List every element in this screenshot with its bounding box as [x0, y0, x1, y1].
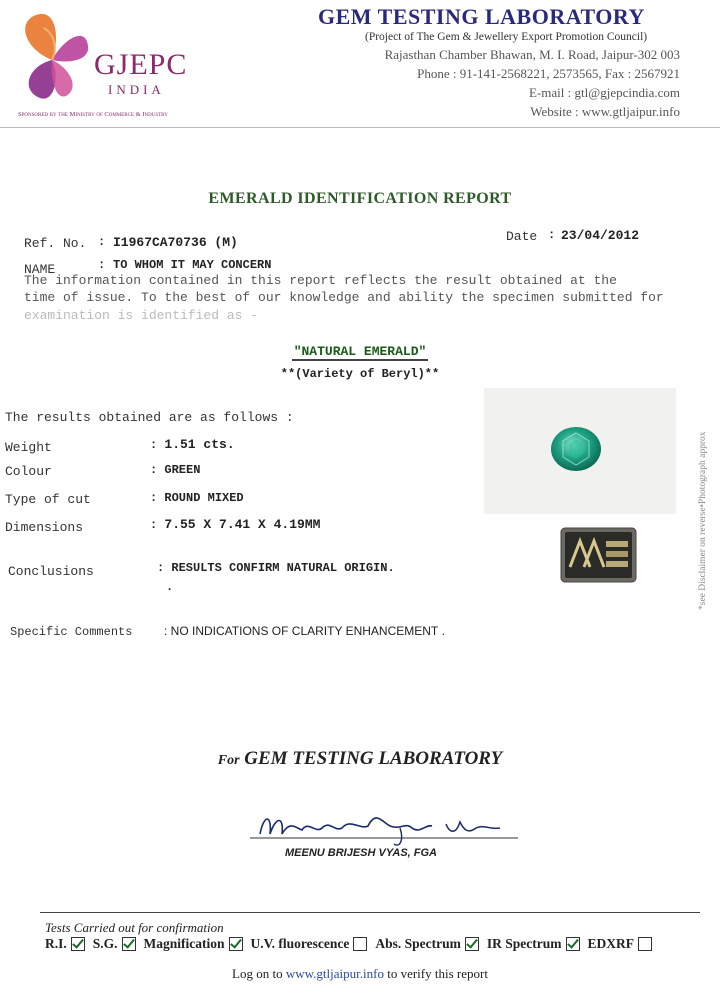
side-note: *see Disclaimer on reverse•Photograph approx	[698, 431, 708, 610]
intro-line-1: The information contained in this report reflects the result obtained at the	[24, 273, 617, 288]
result-variety: **(Variety of Beryl)**	[280, 367, 440, 381]
header-divider	[0, 127, 720, 128]
emerald-stone-icon	[549, 425, 603, 473]
test-item	[45, 936, 85, 952]
test-item	[487, 936, 580, 952]
test-label-uv: U.V. fluorescence	[250, 936, 350, 951]
logo-wordmark: GJEPC	[94, 48, 188, 81]
intro-line-3: examination is identified as -	[24, 308, 259, 323]
report-date: 23/04/2012	[561, 228, 640, 243]
checkbox-magnification	[229, 937, 243, 951]
lab-phone: Phone : 91-141-2568221, 2573565, Fax : 2567921	[417, 66, 680, 81]
name-label: NAME	[24, 262, 56, 277]
result-name: "NATURAL EMERALD"	[293, 344, 427, 359]
field-label-colour: Colour	[5, 464, 52, 479]
checkbox-ri	[71, 937, 85, 951]
test-item	[375, 936, 479, 952]
field-value-dimensions: : 7.55 X 7.41 X 4.19MM	[150, 517, 321, 532]
test-label-ir: IR Spectrum	[486, 936, 562, 951]
verify-prefix: Log on to	[232, 966, 283, 981]
test-item	[588, 936, 653, 952]
field-label-cut: Type of cut	[5, 492, 91, 507]
hologram-seal-icon	[560, 527, 637, 583]
lab-address: Rajasthan Chamber Bhawan, M. I. Road, Jaipur-302 003	[384, 47, 680, 62]
conclusion-dot: .	[166, 580, 174, 594]
field-value-weight: : 1.51 cts.	[150, 437, 235, 452]
field-label-dimensions: Dimensions	[5, 520, 84, 535]
test-item	[251, 936, 368, 952]
test-label-sg: S.G.	[92, 936, 118, 951]
name-colon: :	[98, 258, 106, 272]
date-colon: :	[548, 228, 556, 242]
checkbox-edxrf	[638, 937, 652, 951]
field-value-comments: : NO INDICATIONS OF CLARITY ENHANCEMENT .	[164, 624, 445, 638]
field-label-conclusions: Conclusions	[8, 564, 94, 579]
date-label: Date	[506, 229, 538, 244]
lab-title: GEM TESTING LABORATORY	[318, 4, 645, 29]
signature-icon	[250, 800, 520, 850]
field-value-colour: : GREEN	[150, 463, 201, 477]
name-value: TO WHOM IT MAY CONCERN	[113, 258, 272, 272]
test-label-edxrf: EDXRF	[587, 936, 635, 951]
test-label-ri: R.I.	[45, 936, 67, 951]
ref-number: I1967CA70736 (M)	[113, 235, 238, 250]
checkbox-ir	[566, 937, 580, 951]
footer-divider	[40, 912, 700, 913]
lab-email: E-mail : gtl@gjepcindia.com	[529, 85, 680, 100]
test-item	[93, 936, 136, 952]
logo-subtitle: INDIA	[108, 82, 165, 97]
tests-title: Tests Carried out for confirmation	[45, 920, 224, 935]
verify-link[interactable]: www.gtljaipur.info	[285, 966, 384, 981]
test-label-abs: Abs. Spectrum	[375, 936, 461, 951]
test-item	[144, 936, 243, 952]
lab-subtitle: (Project of The Gem & Jewellery Export Promotion Council)	[365, 31, 648, 43]
checkbox-sg	[122, 937, 136, 951]
report-title: EMERALD IDENTIFICATION REPORT	[208, 190, 512, 207]
ref-label: Ref. No.	[24, 236, 87, 251]
field-label-weight: Weight	[5, 440, 52, 455]
tests-list	[45, 936, 660, 952]
gjepc-logo	[14, 8, 188, 123]
checkbox-abs	[465, 937, 479, 951]
sponsor-text: Sponsored by the Ministry of Commerce & Industry	[18, 111, 168, 118]
results-intro: The results obtained are as follows :	[5, 410, 294, 425]
field-label-comments: Specific Comments	[10, 625, 133, 639]
for-lab-line: For GEM TESTING LABORATORY	[217, 748, 503, 769]
verify-suffix: to verify this report	[387, 966, 488, 981]
checkbox-uv	[353, 937, 367, 951]
intro-line-2: time of issue. To the best of our knowledge and ability the specimen submitted for	[24, 290, 664, 305]
verify-line	[0, 966, 720, 982]
field-value-cut: : ROUND MIXED	[150, 491, 244, 505]
lab-website: Website : www.gtljaipur.info	[530, 104, 680, 119]
test-label-magnification: Magnification	[143, 936, 225, 951]
signatory-name: MEENU BRIJESH VYAS, FGA	[285, 847, 437, 859]
ref-colon: :	[98, 235, 106, 249]
field-value-conclusions: : RESULTS CONFIRM NATURAL ORIGIN.	[157, 561, 395, 575]
